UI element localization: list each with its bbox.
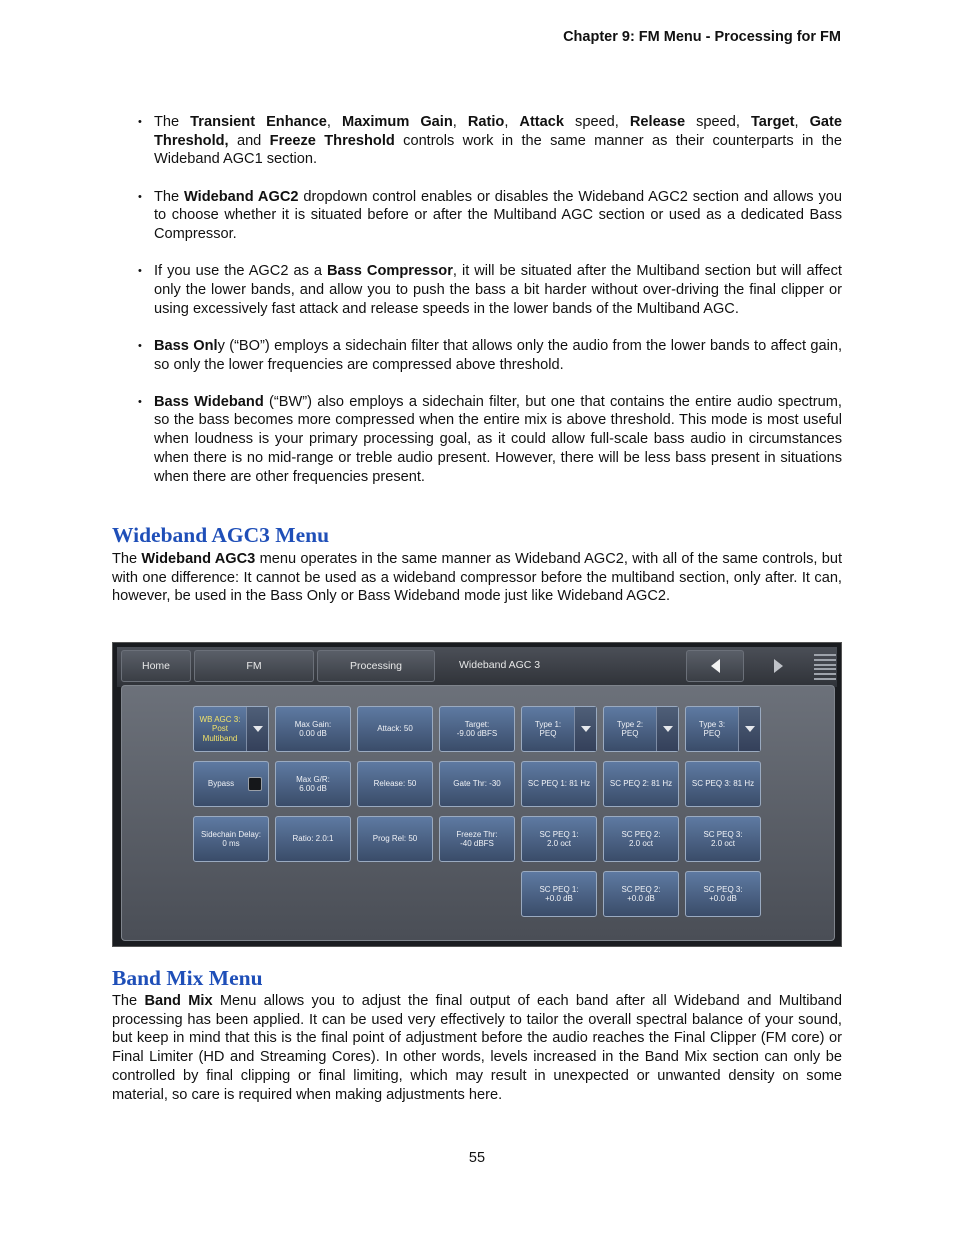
bullet-run: controls work in the same manner as their counterparts in the Wideband AGC1 section. [154, 132, 842, 168]
control-button[interactable] [603, 816, 679, 862]
control-button[interactable] [521, 761, 597, 807]
bullet-run: y (“BO”) employs a sidechain filter that allows only the audio from the lower bands to affect gain, so only the lower frequencies are compressed above threshold. [154, 337, 842, 373]
control-label: SC PEQ 1: [539, 884, 579, 894]
bullet-run: Ratio [467, 114, 505, 130]
bullet-run: , [326, 114, 342, 130]
bullet-run: Bass Onl [154, 337, 218, 354]
bullet-run: The [154, 114, 191, 130]
menu-title: Wideband AGC 3 [459, 659, 541, 671]
chevron-down-icon[interactable] [738, 707, 760, 751]
control-button[interactable] [439, 706, 515, 752]
bullet-item [138, 337, 842, 374]
home-button[interactable] [121, 650, 191, 682]
control-label: Release: 50 [373, 779, 417, 789]
control-label: SC PEQ 3: [703, 884, 743, 894]
control-button[interactable] [357, 706, 433, 752]
control-label: Gate Thr: -30 [453, 779, 501, 789]
bullet-run: speed, [685, 114, 751, 130]
control-label: Prog Rel: 50 [372, 834, 418, 844]
control-button[interactable] [193, 761, 269, 807]
bullet-run: If you use the AGC2 as a [154, 263, 328, 280]
control-button[interactable] [685, 871, 761, 917]
bullet-run: (“BW”) also employs a sidechain filter, but one that contains the entire audio spectrum, so the bass becomes more compressed when the entire mix is above threshold. This mode is most useful when loudness is your primary processing goal, as it could allow full-scale bass audio in circumstances when there is no mid-range or treble audio present. However, there will be less bass present in situations when there are other frequencies present. [154, 393, 842, 485]
band-mix-paragraph [112, 992, 842, 1104]
bypass-checkbox[interactable] [248, 777, 262, 791]
fm-button[interactable] [194, 650, 314, 682]
control-button[interactable] [603, 706, 679, 752]
control-label: +0.0 dB [627, 894, 655, 903]
control-label: SC PEQ 3: [703, 829, 743, 839]
control-label: -9.00 dBFS [456, 729, 498, 738]
control-label: Type 3: [698, 719, 726, 729]
control-label: PEQ [539, 729, 557, 738]
control-button[interactable] [439, 761, 515, 807]
control-label: Type 1: [534, 719, 562, 729]
control-label: Target: [464, 719, 490, 729]
control-button[interactable] [685, 706, 761, 752]
para2-run: Menu allows you to adjust the final output of each band after all Wideband and Multiband processing has been applied. It can be used very effectively to tailor the overall spectral balance of your sound, but keep in mind that this is the final point of adjustment before the audio reaches the Final Clipper (FM core) or Final Limiter (HD and Streaming Cores). In other words, levels increased in the Band Mix section can only be controlled by final clipping or final limiting, which may result in unexpected or unwanted density on some material, so care is required when making adjustments here. [112, 993, 843, 1103]
control-label: 0 ms [222, 839, 240, 848]
control-button[interactable] [357, 816, 433, 862]
bullet-run: Transient Enhance [190, 114, 327, 130]
para1-run: The [112, 551, 142, 567]
control-label: Bypass [207, 779, 235, 789]
wideband-agc3-screenshot [112, 642, 842, 947]
chevron-down-icon[interactable] [574, 707, 596, 751]
control-label: SC PEQ 3: 81 Hz [691, 779, 755, 789]
control-label: 6.00 dB [299, 784, 327, 793]
bullet-item [138, 188, 842, 244]
processing-label: Processing [350, 660, 402, 672]
processing-button[interactable] [317, 650, 435, 682]
bullet-item [138, 262, 842, 318]
wideband-agc3-paragraph [112, 550, 842, 606]
control-label: 2.0 oct [710, 839, 735, 848]
para2-run: The [112, 993, 145, 1009]
control-button[interactable] [521, 871, 597, 917]
control-label: +0.0 dB [545, 894, 573, 903]
bullet-item [138, 393, 842, 487]
arrow-left-icon [711, 659, 720, 673]
control-button[interactable] [275, 706, 351, 752]
forward-button[interactable] [749, 650, 807, 682]
control-label: Post [211, 724, 228, 734]
control-button[interactable] [521, 706, 597, 752]
chevron-down-icon[interactable] [656, 707, 678, 751]
page-number: 55 [468, 1150, 486, 1166]
control-button[interactable] [275, 761, 351, 807]
bullet-run: Bass Compressor [327, 263, 453, 280]
nav-bar [117, 647, 837, 687]
bullet-run: , [452, 114, 468, 130]
bullet-item [138, 113, 842, 169]
control-label: -40 dBFS [460, 839, 494, 848]
control-button[interactable] [439, 816, 515, 862]
bullet-run: Bass Wideband [154, 393, 264, 410]
control-label: Max G/R: [296, 774, 330, 784]
control-label: Attack: 50 [377, 724, 413, 734]
control-label: 2.0 oct [628, 839, 653, 848]
bullet-run: Maximum Gain [341, 114, 453, 130]
control-label: PEQ [621, 729, 639, 738]
control-button[interactable] [357, 761, 433, 807]
section-heading-wideband-agc3: Wideband AGC3 Menu [112, 523, 330, 547]
control-label: PEQ [703, 729, 721, 738]
bullet-run: speed, [564, 114, 630, 130]
back-button[interactable] [686, 650, 744, 682]
control-label: Ratio: 2.0:1 [292, 834, 334, 844]
bullet-run: Attack [519, 114, 565, 130]
bullet-run: dropdown control enables or disables the Wideband AGC2 section and allows you to choose whether it is situated before or after the Multiband AGC section or used as a dedicated Bass Compressor. [154, 188, 842, 243]
bullet-run: Wideband AGC2 [184, 188, 299, 205]
control-label: Freeze Thr: [456, 829, 498, 839]
control-label: WB AGC 3: [199, 714, 241, 724]
controls-panel [121, 685, 835, 941]
bullet-run: The [154, 188, 185, 205]
para2-run: Band Mix [144, 993, 213, 1009]
control-label: SC PEQ 1: [539, 829, 579, 839]
control-label: Multiband [202, 733, 238, 743]
control-button[interactable] [521, 816, 597, 862]
control-label: Sidechain Delay: [200, 829, 262, 839]
para1-run: menu operates in the same manner as Wideband AGC2, with all of the same controls, but with one difference: It cannot be used as a wideband compressor before the multiband section, only after. It can, however, be used in the Bass Only or Bass Wideband mode just like Wideband AGC2. [112, 551, 842, 605]
bullet-run: and [228, 132, 270, 149]
para1-run: Wideband AGC3 [141, 551, 256, 567]
control-button[interactable] [603, 761, 679, 807]
control-label: Max Gain: [294, 719, 332, 729]
control-button[interactable] [275, 816, 351, 862]
control-button[interactable] [685, 761, 761, 807]
control-button[interactable] [193, 816, 269, 862]
chapter-header: Chapter 9: FM Menu - Processing for FM [563, 29, 841, 45]
arrow-right-icon [774, 659, 783, 673]
bullet-run: Gate Threshold, [154, 114, 843, 149]
bullet-list [138, 113, 842, 486]
control-label: SC PEQ 1: 81 Hz [527, 779, 591, 789]
bullet-run: Release [629, 114, 686, 130]
bullet-run: Target [750, 114, 795, 130]
bullet-run: , [794, 114, 810, 130]
control-label: Type 2: [616, 719, 644, 729]
bullet-run: Freeze Threshold [269, 132, 395, 149]
control-button[interactable] [193, 706, 269, 752]
bullet-run: , [504, 114, 520, 130]
home-label: Home [141, 660, 170, 672]
control-button[interactable] [685, 816, 761, 862]
menu-icon[interactable] [814, 654, 836, 680]
bullet-run: , it will be situated after the Multiband section but will affect only the lower bands, and allow you to push the bass a bit harder without over-driving the final clipper or using excessively fast attack and release speeds in the lower bands of the Multiband AGC. [154, 263, 842, 317]
control-label: SC PEQ 2: 81 Hz [609, 779, 673, 789]
control-label: SC PEQ 2: [621, 884, 661, 894]
control-label: 2.0 oct [546, 839, 571, 848]
chevron-down-icon[interactable] [246, 707, 268, 751]
control-button[interactable] [603, 871, 679, 917]
section-heading-band-mix: Band Mix Menu [112, 966, 263, 990]
fm-label: FM [246, 660, 262, 672]
control-label: +0.0 dB [709, 894, 737, 903]
control-label: 0.00 dB [299, 729, 327, 738]
control-label: SC PEQ 2: [621, 829, 661, 839]
